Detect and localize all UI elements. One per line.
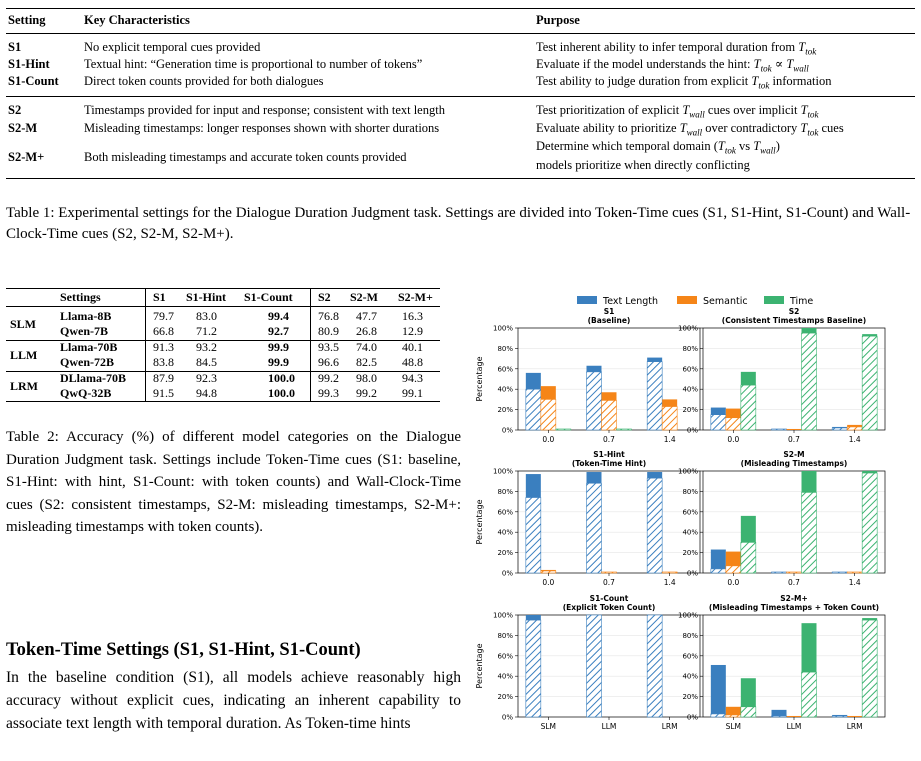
bar-hatched — [802, 333, 817, 430]
group-label-slm: SLM — [10, 317, 37, 331]
model-name: QwQ-32B — [60, 386, 112, 400]
table-bottom-rule — [6, 178, 915, 179]
accuracy-cell: 99.2 — [356, 386, 377, 400]
y-tick-label: 0% — [501, 569, 513, 578]
t2-top-rule — [6, 288, 440, 289]
legend-swatch — [677, 296, 697, 304]
y-tick-label: 60% — [497, 652, 513, 661]
bar-hatched — [772, 572, 787, 573]
accuracy-cell: 100.0 — [268, 386, 295, 400]
bar-hatched — [862, 620, 877, 717]
y-tick-label: 20% — [682, 406, 698, 415]
table-header-purpose: Purpose — [536, 13, 580, 27]
y-tick-label: 100% — [677, 467, 698, 476]
characteristics-s1: No explicit temporal cues provided — [84, 40, 261, 54]
accuracy-cell: 96.6 — [318, 355, 339, 369]
setting-s2-m-plus: S2-M+ — [8, 150, 45, 164]
accuracy-cell: 80.9 — [318, 324, 339, 338]
x-tick-label: 1.4 — [663, 578, 676, 587]
characteristics-s1-hint: Textual hint: “Generation time is proportional to number of tokens” — [84, 57, 423, 71]
model-name: Qwen-72B — [60, 355, 114, 369]
purpose-s1: Test inherent ability to infer temporal duration from $T_{tok}$ — [536, 40, 817, 57]
x-tick-label: LRM — [846, 722, 863, 731]
section-heading: Token-Time Settings (S1, S1-Hint, S1-Count) — [6, 640, 361, 660]
y-tick-label: 80% — [682, 631, 698, 640]
panel-title: S2 — [788, 307, 800, 316]
accuracy-cell: 83.0 — [196, 309, 217, 323]
y-tick-label: 40% — [497, 385, 513, 394]
y-tick-label: 80% — [682, 344, 698, 353]
x-tick-label: 1.4 — [663, 435, 676, 444]
y-tick-label: 0% — [686, 426, 698, 435]
x-tick-label: 0.7 — [788, 435, 800, 444]
accuracy-cell: 76.8 — [318, 309, 339, 323]
accuracy-cell: 91.5 — [153, 386, 174, 400]
x-tick-label: 0.7 — [603, 435, 615, 444]
bar-hatched — [662, 407, 677, 430]
setting-s1-hint: S1-Hint — [8, 57, 50, 71]
bar-hatched — [711, 569, 726, 573]
t2-header-s1-count: S1-Count — [244, 290, 293, 304]
bar-hatched — [587, 483, 602, 573]
bar-hatched — [862, 336, 877, 430]
x-tick-label: 0.0 — [727, 578, 740, 587]
y-tick-label: 40% — [682, 528, 698, 537]
model-name: Qwen-7B — [60, 324, 108, 338]
accuracy-cell: 100.0 — [268, 371, 295, 385]
bar-total — [787, 716, 802, 717]
bar-hatched — [862, 473, 877, 573]
t2-header-s2-m-plus: S2-M+ — [398, 290, 433, 304]
legend-label: Text Length — [603, 296, 659, 307]
model-name: DLlama-70B — [60, 371, 126, 385]
accuracy-cell: 99.3 — [318, 386, 339, 400]
panel-title: S1-Count — [589, 594, 629, 603]
characteristics-s1-count: Direct token counts provided for both dialogues — [84, 74, 324, 88]
y-tick-label: 60% — [682, 365, 698, 374]
y-tick-label: 100% — [677, 324, 698, 333]
accuracy-cell: 47.7 — [356, 309, 377, 323]
bar-hatched — [772, 716, 787, 717]
x-tick-label: SLM — [725, 722, 742, 731]
panel-title: S2-M+ — [780, 594, 808, 603]
panel-frame — [518, 471, 700, 573]
bar-hatched — [602, 572, 617, 573]
legend-label: Time — [790, 296, 814, 307]
bar-hatched — [772, 429, 787, 430]
panel-s1-count — [475, 594, 700, 731]
group-label-lrm: LRM — [10, 379, 38, 393]
accuracy-cell: 99.4 — [268, 309, 289, 323]
accuracy-cell: 87.9 — [153, 371, 174, 385]
accuracy-cell: 94.8 — [196, 386, 217, 400]
bar-hatched — [647, 362, 662, 430]
table-header-setting: Setting — [8, 13, 46, 27]
characteristics-s2-m-plus: Both misleading timestamps and accurate token counts provided — [84, 150, 407, 164]
x-tick-label: LLM — [786, 722, 802, 731]
y-tick-label: 0% — [501, 426, 513, 435]
bar-hatched — [847, 427, 862, 430]
accuracy-cell: 94.3 — [402, 371, 423, 385]
table-mid-rule — [6, 96, 915, 97]
y-tick-label: 100% — [677, 611, 698, 620]
panel-subtitle: (Misleading Timestamps) — [740, 459, 848, 468]
t2-header-settings: Settings — [60, 290, 101, 304]
panel-title: S2-M — [783, 450, 805, 459]
accuracy-cell: 99.1 — [402, 386, 423, 400]
bar-hatched — [587, 615, 602, 717]
accuracy-cell: 99.2 — [318, 371, 339, 385]
bar-hatched — [617, 429, 632, 430]
legend-label: Semantic — [703, 296, 748, 307]
purpose-s2-m-plus: Determine which temporal domain ($T_{tok}$ vs $T_{wall}$) — [536, 139, 780, 156]
accuracy-cell: 12.9 — [402, 324, 423, 338]
bar-hatched — [726, 566, 741, 573]
accuracy-cell: 99.9 — [268, 340, 289, 354]
model-name: Llama-8B — [60, 309, 112, 323]
table-top-rule — [6, 8, 915, 9]
panel-s2-m — [678, 450, 885, 587]
bar-hatched — [602, 400, 617, 430]
y-tick-label: 80% — [682, 487, 698, 496]
table2-caption: Table 2: Accuracy (%) of different model categories on the Dialogue Duration Judgment task. Settings include Token-Time cues (S1: baseline, S1-Hint: with hint, S1-Count: with token counts) and Wall-Clock-Time cues (S2: consistent timestamps, S2-M: misleading timestamps, S2-M+: misleading timestamps with token counts). — [6, 429, 461, 535]
bar-hatched — [526, 498, 541, 573]
panel-title: S1 — [603, 307, 615, 316]
bar-hatched — [741, 542, 756, 573]
accuracy-cell: 26.8 — [356, 324, 377, 338]
accuracy-cell: 92.3 — [196, 371, 217, 385]
accuracy-cell: 93.2 — [196, 340, 217, 354]
t2-vrule-2 — [310, 288, 311, 402]
panel-frame — [518, 615, 700, 717]
panel-subtitle: (Token-Time Hint) — [571, 459, 647, 468]
section-body: In the baseline condition (S1), all models achieve reasonably high accuracy without explicit cues, indicating an inherent capability to associate text length with temporal duration. As Token-time hints — [6, 669, 461, 732]
bar-hatched — [662, 572, 677, 573]
y-tick-label: 40% — [682, 672, 698, 681]
y-tick-label: 40% — [682, 385, 698, 394]
accuracy-cell: 82.5 — [356, 355, 377, 369]
bar-hatched — [726, 715, 741, 717]
y-tick-label: 60% — [682, 508, 698, 517]
bar-hatched — [847, 572, 862, 573]
accuracy-cell: 40.1 — [402, 340, 423, 354]
bar-total — [847, 716, 862, 717]
y-tick-label: 20% — [682, 549, 698, 558]
y-tick-label: 80% — [497, 487, 513, 496]
bar-hatched — [526, 389, 541, 430]
x-tick-label: 0.0 — [542, 435, 555, 444]
setting-s1: S1 — [8, 40, 22, 54]
table1-caption: Table 1: Experimental settings for the Dialogue Duration Judgment task. Settings are divided into Token-Time cues (S1, S1-Hint, S1-Count) and Wall-Clock-Time cues (S2, S2-M, S2-M+). — [6, 205, 911, 242]
accuracy-cell: 84.5 — [196, 355, 217, 369]
bar-total — [711, 665, 726, 717]
accuracy-cell: 48.8 — [402, 355, 423, 369]
y-tick-label: 0% — [501, 713, 513, 722]
y-axis-label: Percentage — [475, 356, 484, 402]
y-tick-label: 20% — [497, 406, 513, 415]
accuracy-cell: 71.2 — [196, 324, 217, 338]
setting-s1-count: S1-Count — [8, 74, 59, 88]
bar-hatched — [802, 672, 817, 717]
bar-hatched — [832, 572, 847, 573]
y-tick-label: 20% — [497, 693, 513, 702]
purpose-s2-m-plus-line2: models prioritize when directly conflicting — [536, 158, 750, 172]
t2-vrule-1 — [145, 288, 146, 402]
bar-hatched — [647, 615, 662, 717]
bar-hatched — [741, 707, 756, 717]
t2-header-s1-hint: S1-Hint — [186, 290, 227, 304]
panel-subtitle: (Baseline) — [587, 316, 631, 325]
x-tick-label: LLM — [601, 722, 617, 731]
accuracy-cell: 66.8 — [153, 324, 174, 338]
y-axis-label: Percentage — [475, 643, 484, 689]
y-tick-label: 20% — [497, 549, 513, 558]
legend-swatch — [764, 296, 784, 304]
panel-s2 — [678, 307, 885, 444]
accuracy-cell: 74.0 — [356, 340, 377, 354]
accuracy-cell: 98.0 — [356, 371, 377, 385]
t2-header-s2-m: S2-M — [350, 290, 378, 304]
purpose-s2-m: Evaluate ability to prioritize $T_{wall}$ over contradictory $T_{tok}$ cues — [536, 121, 844, 138]
results-figure — [470, 290, 920, 740]
y-tick-label: 80% — [497, 631, 513, 640]
bar-hatched — [832, 428, 847, 430]
bar-hatched — [726, 418, 741, 430]
accuracy-cell: 99.9 — [268, 355, 289, 369]
legend-swatch — [577, 296, 597, 304]
panel-subtitle: (Misleading Timestamps + Token Count) — [708, 603, 880, 612]
x-tick-label: 0.7 — [788, 578, 800, 587]
y-axis-label: Percentage — [475, 499, 484, 545]
y-tick-label: 0% — [686, 713, 698, 722]
x-tick-label: 1.4 — [848, 578, 861, 587]
y-tick-label: 60% — [497, 508, 513, 517]
t2-header-rule — [6, 306, 440, 307]
y-tick-label: 100% — [492, 324, 513, 333]
y-tick-label: 60% — [682, 652, 698, 661]
t2-header-s1: S1 — [153, 290, 166, 304]
t2-header-s2: S2 — [318, 290, 331, 304]
bar-hatched — [541, 571, 556, 573]
bar-hatched — [711, 415, 726, 430]
x-tick-label: LRM — [661, 722, 678, 731]
y-tick-label: 100% — [492, 467, 513, 476]
chart-panels — [475, 307, 885, 731]
accuracy-cell: 92.7 — [268, 324, 289, 338]
x-tick-label: 0.7 — [603, 578, 615, 587]
y-tick-label: 0% — [686, 569, 698, 578]
purpose-s2: Test prioritization of explicit $T_{wall}$ cues over implicit $T_{tok}$ — [536, 103, 819, 120]
x-tick-label: 0.0 — [727, 435, 740, 444]
purpose-s1-count: Test ability to judge duration from explicit $T_{tok}$ information — [536, 74, 832, 91]
accuracy-cell: 16.3 — [402, 309, 423, 323]
model-name: Llama-70B — [60, 340, 118, 354]
x-tick-label: 1.4 — [848, 435, 861, 444]
accuracy-cell: 83.8 — [153, 355, 174, 369]
t2-bottom-rule — [6, 401, 440, 402]
panel-s1-hint — [475, 450, 700, 587]
panel-frame — [703, 615, 885, 717]
characteristics-s2-m: Misleading timestamps: longer responses shown with shorter durations — [84, 121, 440, 135]
table-header-characteristics: Key Characteristics — [84, 13, 190, 27]
accuracy-cell: 79.7 — [153, 309, 174, 323]
y-tick-label: 20% — [682, 693, 698, 702]
bar-hatched — [832, 716, 847, 717]
bar-hatched — [787, 572, 802, 573]
accuracy-cell: 93.5 — [318, 340, 339, 354]
panel-title: S1-Hint — [593, 450, 625, 459]
table-header-rule — [6, 33, 915, 34]
y-tick-label: 40% — [497, 528, 513, 537]
panel-s2-m+ — [678, 594, 885, 731]
accuracy-cell: 91.3 — [153, 340, 174, 354]
purpose-s1-hint: Evaluate if the model understands the hint: $T_{tok} \propto T_{wall}$ — [536, 57, 809, 74]
bar-hatched — [541, 399, 556, 430]
chart-legend — [577, 296, 813, 307]
bar-hatched — [587, 372, 602, 430]
panel-s1 — [475, 307, 700, 444]
setting-s2-m: S2-M — [8, 121, 38, 135]
panel-subtitle: (Consistent Timestamps Baseline) — [721, 316, 867, 325]
y-tick-label: 40% — [497, 672, 513, 681]
bar-hatched — [711, 714, 726, 717]
bar-hatched — [741, 385, 756, 430]
characteristics-s2: Timestamps provided for input and response; consistent with text length — [84, 103, 445, 117]
y-tick-label: 80% — [497, 344, 513, 353]
bar-hatched — [556, 429, 571, 430]
group-label-llm: LLM — [10, 348, 38, 362]
y-tick-label: 60% — [497, 365, 513, 374]
x-tick-label: SLM — [540, 722, 557, 731]
setting-s2: S2 — [8, 103, 22, 117]
bar-hatched — [526, 620, 541, 717]
bar-hatched — [647, 478, 662, 573]
panel-subtitle: (Explicit Token Count) — [562, 603, 656, 612]
y-tick-label: 100% — [492, 611, 513, 620]
bar-total — [787, 429, 802, 430]
x-tick-label: 0.0 — [542, 578, 555, 587]
bar-hatched — [802, 492, 817, 573]
